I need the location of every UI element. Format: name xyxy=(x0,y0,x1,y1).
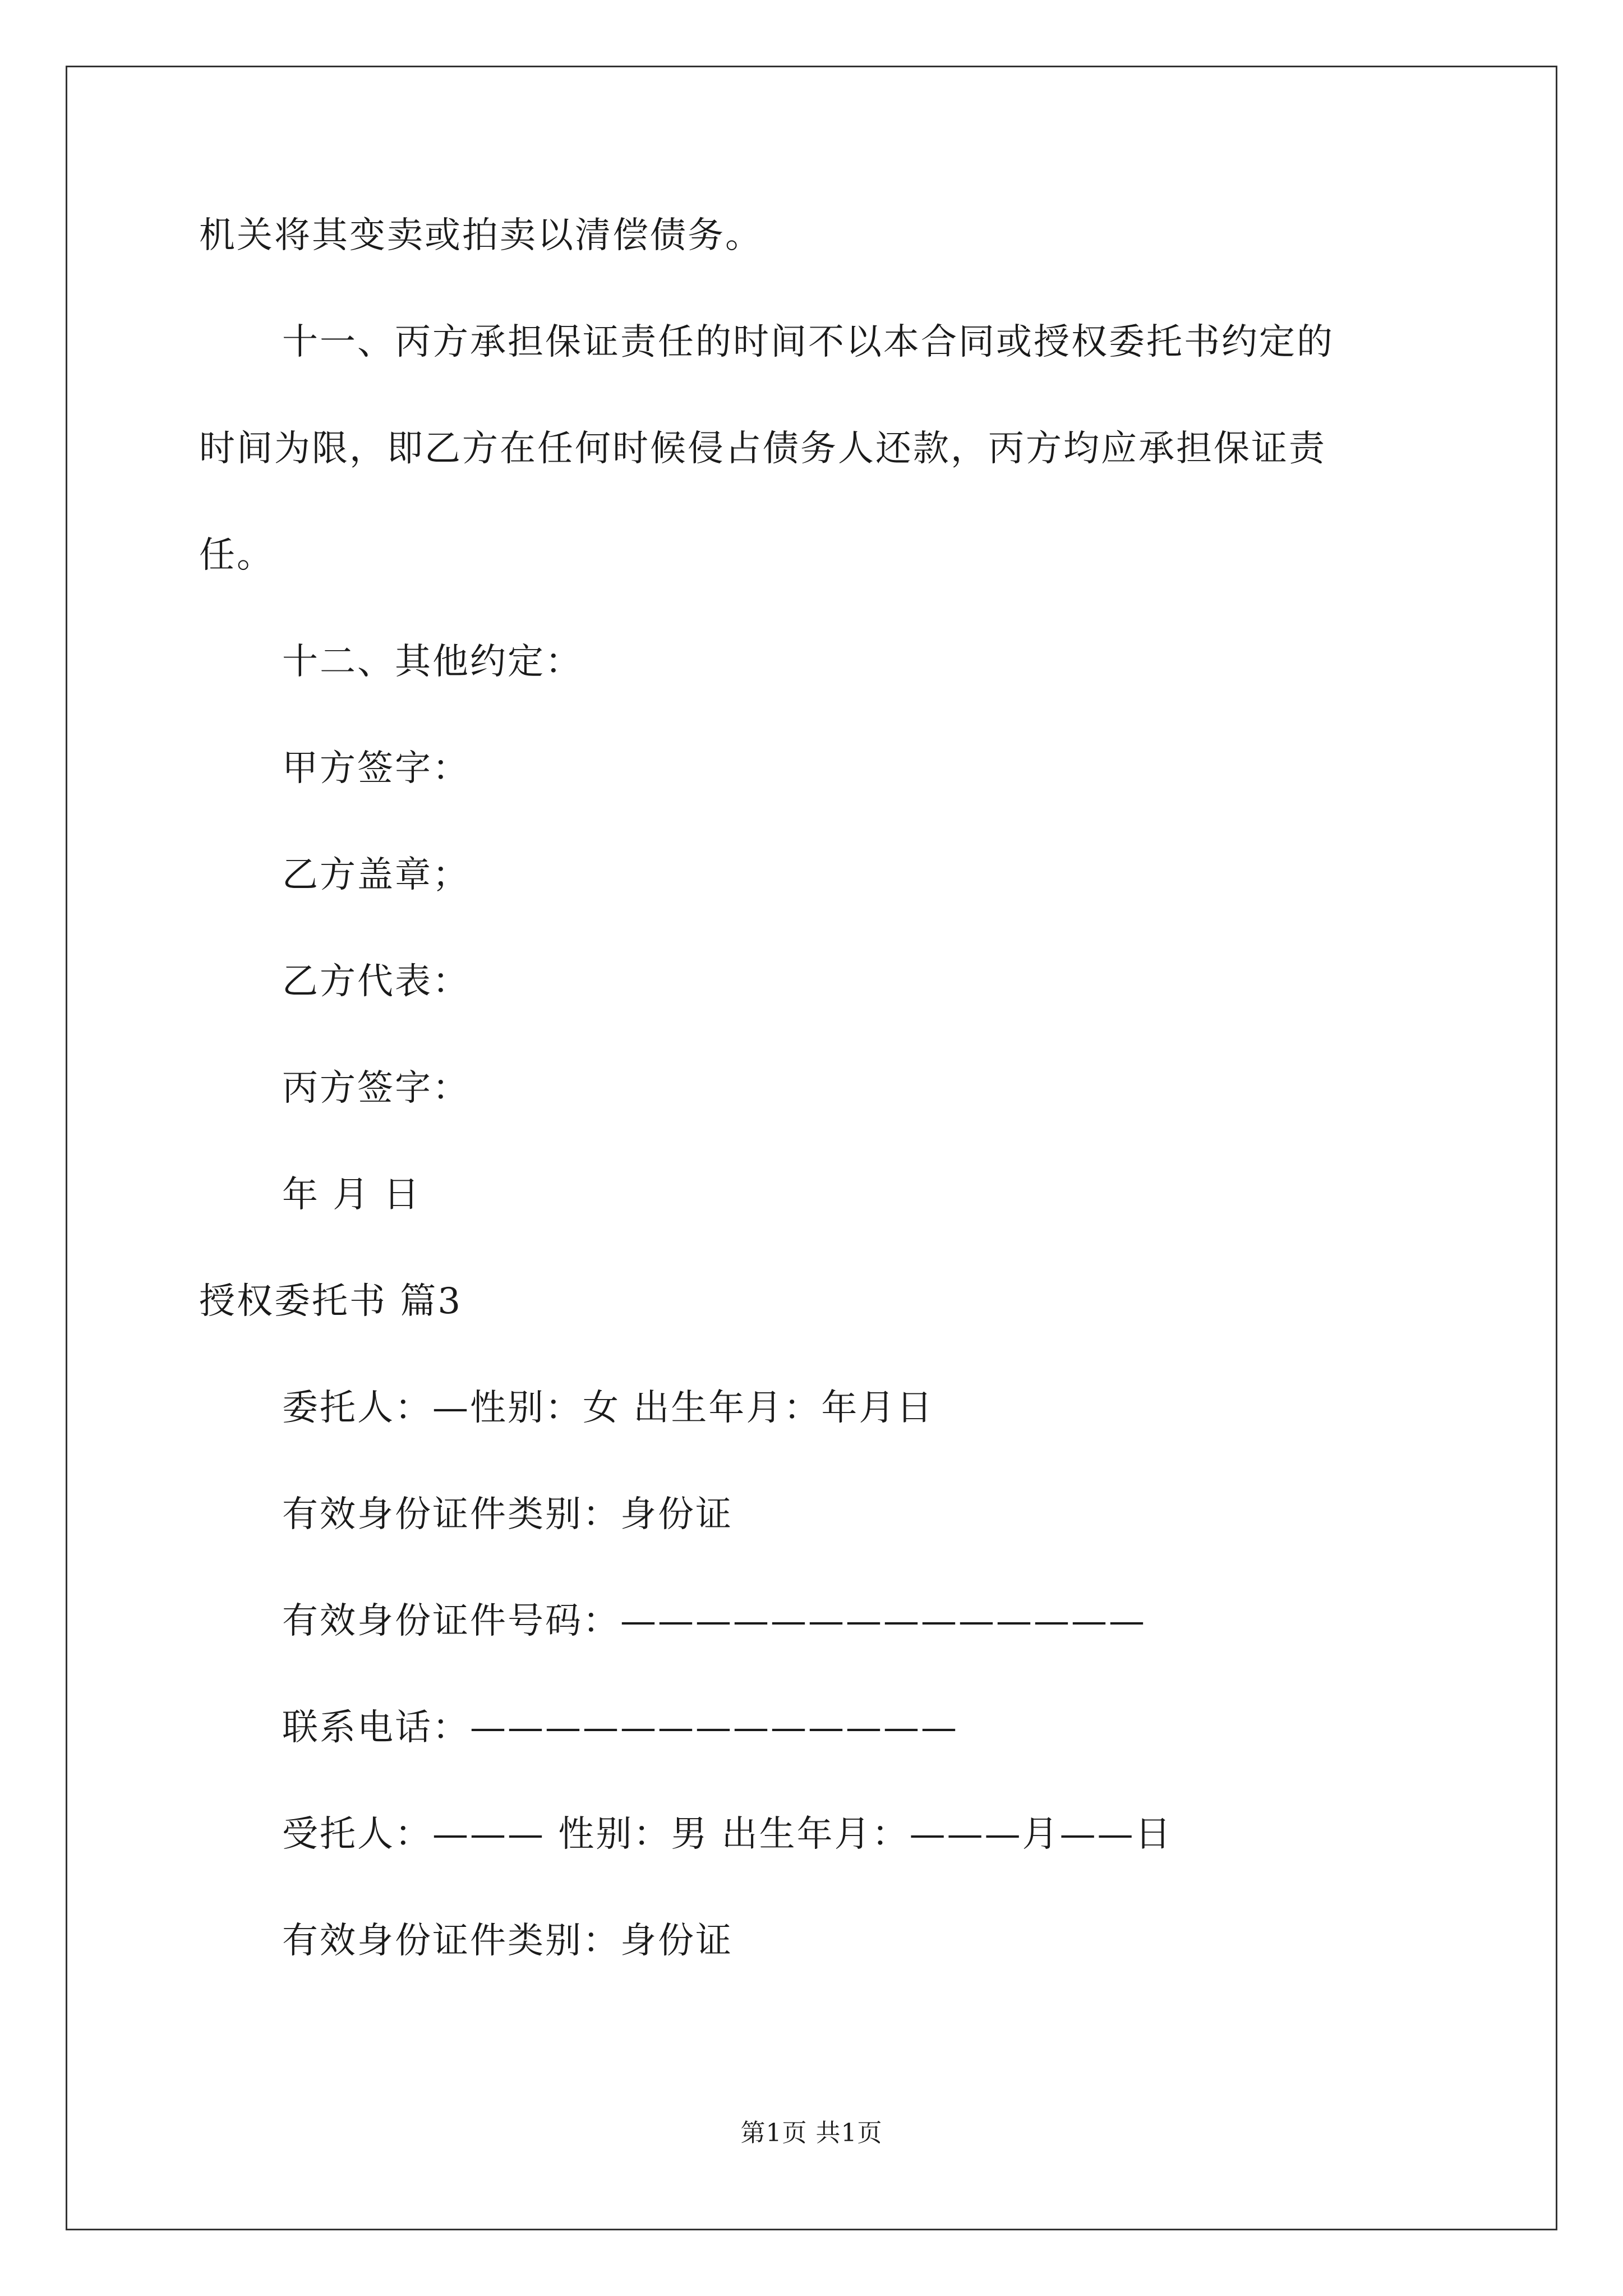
page-footer: 第1页 共1页 xyxy=(740,2119,883,2147)
principal-info-line: 委托人：—性别：女 出生年月：年月日 xyxy=(282,1387,934,1429)
paragraph-line: 任。 xyxy=(199,535,274,576)
section-title: 授权委托书 篇3 xyxy=(199,1281,463,1322)
paragraph-line: 机关将其变卖或拍卖以清偿债务。 xyxy=(199,215,763,256)
party-b-representative-label: 乙方代表： xyxy=(282,961,470,1002)
id-number-line: 有效身份证件号码：—————————————— xyxy=(282,1600,1146,1642)
paragraph-line: 时间为限，即乙方在任何时候侵占债务人还款，丙方均应承担保证责 xyxy=(199,428,1326,470)
party-a-signature-label: 甲方签字： xyxy=(282,748,470,789)
clause-11-line: 十一、丙方承担保证责任的时间不以本合同或授权委托书约定的 xyxy=(282,321,1334,363)
agent-info-line: 受托人：——— 性别：男 出生年月：———月——日 xyxy=(282,1814,1173,1855)
party-c-signature-label: 丙方签字： xyxy=(282,1068,470,1109)
id-type-line: 有效身份证件类别：身份证 xyxy=(282,1920,733,1962)
id-type-line: 有效身份证件类别：身份证 xyxy=(282,1494,733,1535)
phone-line: 联系电话：————————————— xyxy=(282,1707,958,1749)
clause-12-heading: 十二、其他约定： xyxy=(282,641,583,683)
party-b-seal-label: 乙方盖章； xyxy=(282,854,470,896)
date-line: 年 月 日 xyxy=(282,1174,421,1216)
page-frame xyxy=(66,66,1557,2230)
